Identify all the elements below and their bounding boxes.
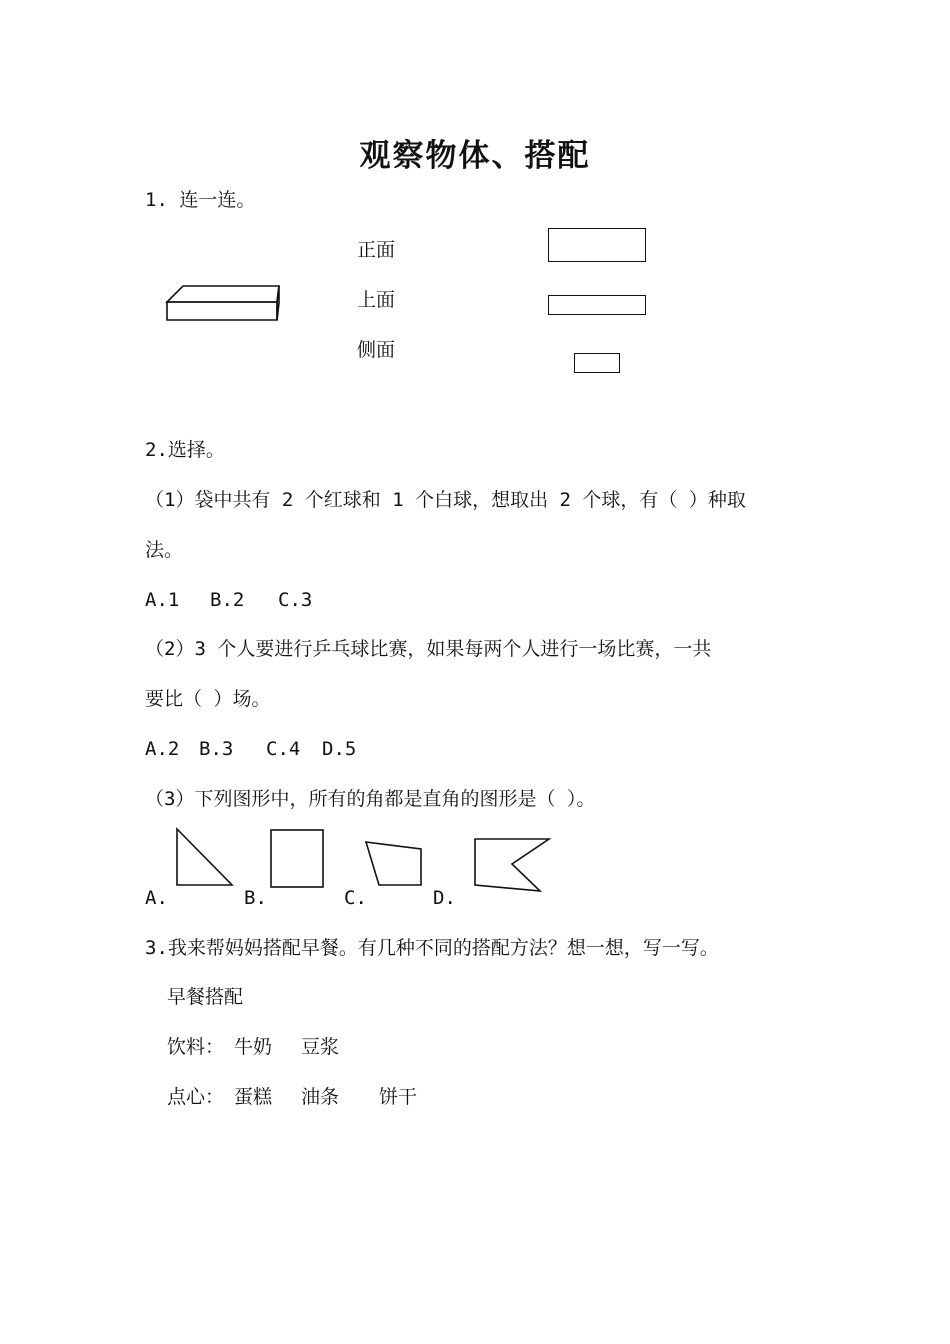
q3-snack-youtiao: 油条 [301,1086,340,1108]
q3-snack-cake: 蛋糕 [234,1086,273,1108]
q2-1-option-b[interactable]: B.2 [210,589,245,611]
page-title: 观察物体、搭配 [359,138,591,174]
q2-3-label-d[interactable]: D. [433,887,456,909]
view-label-top: 上面 [357,289,396,311]
q2-1-question-cont: 法。 [145,539,184,561]
q3-subtitle: 早餐搭配 [167,986,244,1008]
q3-snack-biscuit: 饼干 [379,1086,418,1108]
q2-2-option-c[interactable]: C.4 [266,738,301,760]
q2-2-option-a[interactable]: A.2 [145,738,180,760]
q2-1-question: （1）袋中共有 2 个红球和 1 个白球，想取出 2 个球，有（ ）种取 [145,489,746,511]
q3-heading: 3.我来帮妈妈搭配早餐。有几种不同的搭配方法？想一想，写一写。 [145,937,719,959]
q2-3-question: （3）下列图形中，所有的角都是直角的图形是（ ）。 [145,788,596,810]
q2-heading: 2.选择。 [145,439,225,461]
shape-trapezoid [366,842,421,885]
view-label-front: 正面 [357,239,396,261]
shape-concave [475,839,549,891]
q2-1-option-a[interactable]: A.1 [145,589,180,611]
shape-rectangle [271,830,323,887]
q3-drinks-label: 饮料： [167,1036,225,1058]
q2-2-question-cont: 要比（ ）场。 [145,688,271,710]
q3-snacks-label: 点心： [167,1086,225,1108]
q3-drink-milk: 牛奶 [234,1036,273,1058]
q2-3-label-a[interactable]: A. [145,887,168,909]
q2-2-option-d[interactable]: D.5 [322,738,357,760]
q3-drink-soymilk: 豆浆 [301,1036,340,1058]
q2-2-option-b[interactable]: B.3 [199,738,234,760]
q2-2-question: （2）3 个人要进行乒乓球比赛，如果每两个人进行一场比赛，一共 [145,638,712,660]
shape-triangle [177,829,232,885]
q2-3-label-c[interactable]: C. [344,887,367,909]
q2-3-label-b[interactable]: B. [244,887,267,909]
q1-heading: 1. 连一连。 [145,189,256,211]
q2-1-option-c[interactable]: C.3 [278,589,313,611]
view-label-side: 侧面 [357,339,396,361]
